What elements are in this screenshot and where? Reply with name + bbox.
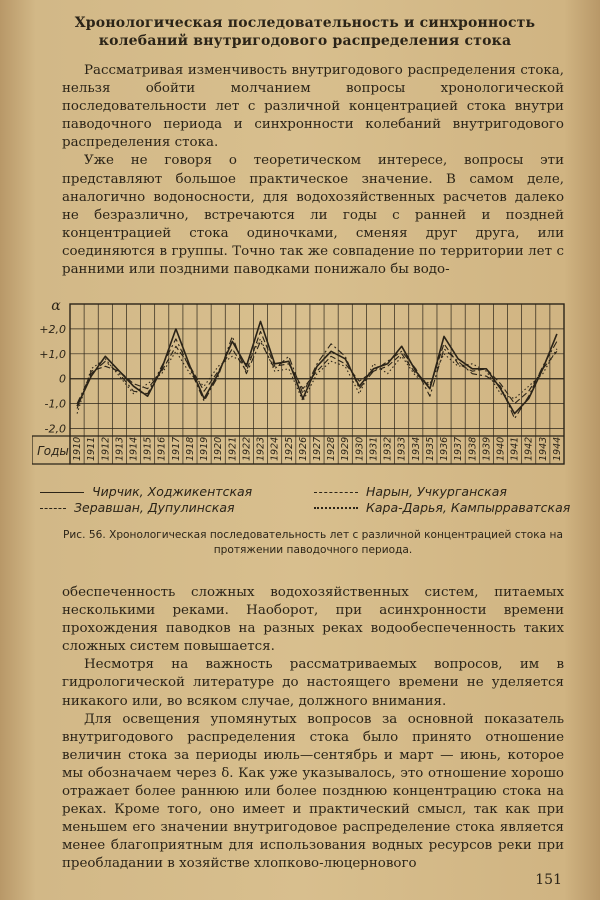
x-tick-label: 1923 [255, 436, 267, 461]
y-tick-label: -2,0 [44, 422, 66, 436]
x-tick-label: 1934 [410, 436, 422, 461]
legend-item [314, 500, 570, 516]
series-line-1 [77, 321, 557, 413]
x-tick-label: 1915 [142, 436, 154, 461]
legend-label: Нарын, Учкурганская [366, 484, 507, 499]
legend-item [40, 484, 252, 500]
x-tick-label: 1937 [453, 436, 465, 461]
x-tick-label: 1924 [269, 436, 281, 461]
legend-swatch-dotted [314, 507, 358, 509]
x-tick-label: 1941 [509, 436, 521, 461]
x-tick-label: 1935 [424, 436, 436, 461]
legend-left [40, 484, 252, 516]
x-tick-label: 1929 [340, 436, 352, 461]
paragraph: Уже не говоря о теоретическом интересе, вопросы эти представляют большое практическое значение. В самом деле, аналогично водоносности, для водохозяйственных расчетов далеко не безразлично, встречаются ли годы с ранней и поздней концентрацией стока одиночками, сменяя друг друга, или соединяются в группы. Точно так же совпадение по территории лет с ранними или поздними паводками понижало бы водо- [62, 153, 564, 278]
x-tick-label: 1938 [467, 436, 479, 461]
text-block-bottom [62, 584, 564, 874]
paragraph: обеспеченность сложных водохозяйственных систем, питаемых несколькими реками. Наоборот, при асинхронности времени прохождения паводков на разных реках водообеспеченность таких сложных систем повышается. [62, 585, 564, 655]
series-line-3 [77, 336, 557, 418]
page-number: 151 [535, 872, 562, 888]
section-heading [70, 14, 540, 50]
x-tick-label: 1913 [114, 436, 126, 461]
x-tick-label: 1919 [199, 436, 211, 461]
x-tick-label: 1936 [439, 436, 451, 461]
legend-swatch-dashdot [40, 508, 66, 509]
legend-label: Зеравшан, Дупулинская [74, 500, 235, 515]
legend-swatch-solid [40, 492, 84, 493]
x-tick-label: 1943 [537, 436, 549, 461]
y-tick-label: +2,0 [39, 322, 66, 336]
x-tick-label: 1944 [551, 436, 563, 461]
x-tick-label: 1939 [481, 436, 493, 461]
x-tick-label: 1911 [86, 436, 98, 461]
y-axis-label: α [51, 298, 61, 314]
paragraph: Несмотря на важность рассматриваемых вопросов, им в гидрологической литературе до настоящего времени не уделяется никакого или, во всяком случае, должного внимания. [62, 657, 564, 709]
x-tick-label: 1916 [156, 436, 168, 461]
x-tick-label: 1927 [312, 436, 323, 461]
heading-line-2: колебаний внутригодового распределения стока [98, 33, 512, 49]
x-tick-label: 1933 [396, 436, 408, 461]
y-tick-label: +1,0 [39, 347, 66, 361]
legend-item [314, 484, 570, 500]
x-tick-label: 1931 [368, 436, 380, 461]
x-tick-label: 1918 [184, 436, 196, 461]
x-tick-label: 1921 [227, 436, 239, 461]
x-tick-label: 1926 [297, 436, 309, 461]
legend-right [314, 484, 570, 516]
text-block-top [62, 62, 564, 279]
paragraph: Рассматривая изменчивость внутригодового распределения стока, нельзя обойти молчанием вопросы хронологической последовательности лет с различной концентрацией стока внутри паводочного периода и синхронности колебаний внутригодового распределения стока. [62, 63, 564, 151]
figure-caption: Рис. 56. Хронологическая последовательность лет с различной концентрацией стока на протяжении паводочного периода. [63, 529, 563, 556]
x-tick-label: 1925 [283, 436, 295, 461]
legend-swatch-dashed [314, 492, 358, 493]
chronology-line-chart [32, 296, 572, 466]
legend-label: Кара-Дарья, Кампырраватская [366, 500, 571, 515]
x-tick-label: 1910 [72, 436, 84, 461]
x-tick-label: 1922 [241, 436, 253, 461]
x-tick-label: 1920 [213, 436, 225, 461]
x-tick-label: 1914 [128, 436, 140, 461]
legend-item [40, 500, 252, 516]
y-tick-label: -1,0 [44, 397, 66, 411]
legend-label: Чирчик, Ходжикентская [92, 484, 253, 499]
heading-line-1: Хронологическая последовательность и синхронность [74, 15, 536, 31]
y-tick-label: 0 [59, 372, 66, 386]
x-axis-label: Годы [37, 444, 69, 458]
paragraph: Для освещения упомянутых вопросов за основной показатель внутригодового распределения стока было принято отношение величин стока за периоды июль—сентябрь и март — июнь, которое мы обозначаем через δ. Как уже указывалось, это отношение хорошо отражает более раннюю или более позднюю концентрацию стока на реках. Кроме того, оно имеет и практический смысл, так как при меньшем его значении внутригодовое распределение стока является менее благоприятным для использования водных ресурсов реки при преобладании в хозяйстве хлопково-люцернового [62, 711, 564, 872]
x-tick-label: 1942 [523, 436, 535, 461]
x-tick-label: 1917 [170, 436, 182, 461]
series-line-2 [77, 331, 557, 408]
x-tick-label: 1912 [100, 436, 112, 461]
x-tick-label: 1928 [326, 436, 338, 461]
figure-56-chart [32, 296, 572, 466]
x-tick-label: 1932 [382, 436, 394, 461]
x-tick-label: 1930 [354, 436, 366, 461]
x-tick-label: 1940 [495, 436, 507, 461]
